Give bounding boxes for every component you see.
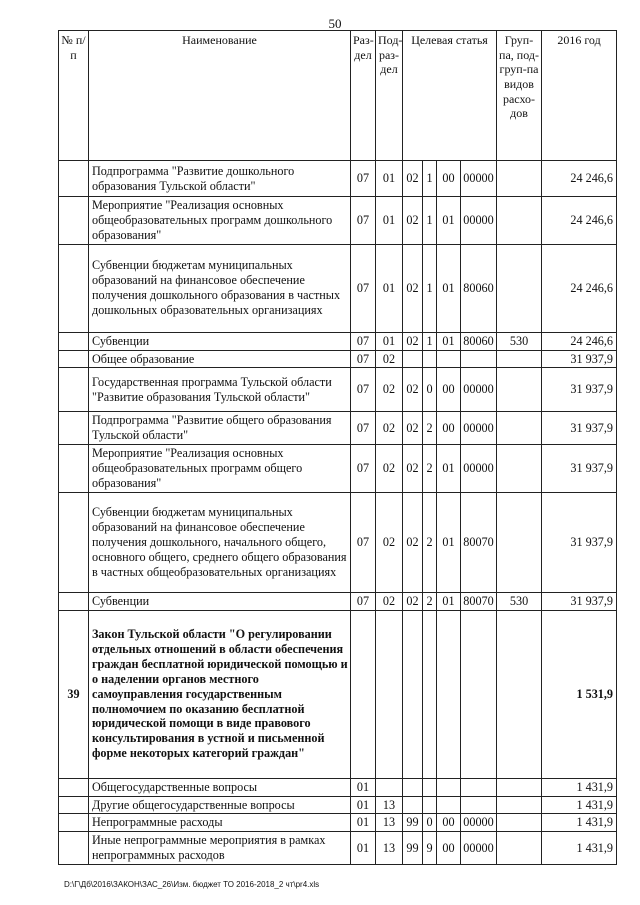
row-expense-group (497, 445, 542, 493)
row-target-event: 01 (437, 244, 461, 332)
row-target-sub: 0 (423, 814, 437, 832)
row-target-code: 00000 (461, 368, 497, 412)
row-expense-group (497, 368, 542, 412)
table-row (59, 814, 617, 832)
row-name: Общегосударственные вопросы (89, 778, 351, 796)
row-podrazdel: 01 (376, 197, 403, 245)
row-target-event (437, 350, 461, 368)
row-target-program: 02 (403, 368, 423, 412)
row-podrazdel: 02 (376, 368, 403, 412)
row-name: Мероприятие "Реализация основных общеобразовательных программ дошкольного образования" (89, 197, 351, 245)
row-target-program: 02 (403, 492, 423, 592)
row-podrazdel: 02 (376, 350, 403, 368)
row-amount: 1 431,9 (542, 814, 617, 832)
row-name: Подпрограмма "Развитие дошкольного образования Тульской области" (89, 161, 351, 197)
row-amount: 24 246,6 (542, 161, 617, 197)
page-number: 50 (328, 16, 342, 31)
row-podrazdel: 02 (376, 412, 403, 445)
row-name: Субвенции бюджетам муниципальных образований на финансовое обеспечение получения дошкольного, начального общего, основного общего, среднего общего образования в частных общеобразовательных организациях (89, 492, 351, 592)
row-podrazdel: 13 (376, 814, 403, 832)
row-target-event: 01 (437, 492, 461, 592)
row-target-event: 00 (437, 832, 461, 865)
row-name: Непрограммные расходы (89, 814, 351, 832)
row-amount: 1 531,9 (542, 610, 617, 778)
table-row (59, 332, 617, 350)
row-expense-group (497, 778, 542, 796)
row-expense-group (497, 492, 542, 592)
row-target-event: 00 (437, 814, 461, 832)
row-razdel: 07 (351, 592, 376, 610)
row-number (59, 412, 89, 445)
row-name: Иные непрограммные мероприятия в рамках непрограммных расходов (89, 832, 351, 865)
header-target: Целевая статья (403, 31, 497, 161)
row-target-program: 99 (403, 832, 423, 865)
row-amount: 31 937,9 (542, 368, 617, 412)
table-row (59, 778, 617, 796)
row-expense-group (497, 350, 542, 368)
row-target-sub: 2 (423, 592, 437, 610)
row-target-sub: 2 (423, 445, 437, 493)
row-target-sub: 1 (423, 332, 437, 350)
row-target-code: 00000 (461, 445, 497, 493)
row-razdel: 01 (351, 778, 376, 796)
row-target-code: 80060 (461, 244, 497, 332)
row-razdel: 07 (351, 412, 376, 445)
row-target-code: 00000 (461, 161, 497, 197)
row-target-program: 02 (403, 197, 423, 245)
row-name: Мероприятие "Реализация основных общеобразовательных программ общего образования" (89, 445, 351, 493)
row-number (59, 796, 89, 814)
row-target-program (403, 796, 423, 814)
row-name: Субвенции (89, 332, 351, 350)
row-razdel: 07 (351, 492, 376, 592)
row-target-code: 00000 (461, 197, 497, 245)
row-podrazdel: 13 (376, 796, 403, 814)
row-target-event: 00 (437, 368, 461, 412)
row-target-program: 02 (403, 332, 423, 350)
row-razdel: 01 (351, 814, 376, 832)
row-name: Общее образование (89, 350, 351, 368)
row-name: Закон Тульской области "О регулировании отдельных отношений в области обеспечения граждан бесплатной юридической помощью и о наделении органов местного самоуправления государственным полномочием по оказанию бесплатной юридической помощи в виде правового консультирования в устной и письменной форме некоторых категорий граждан" (89, 610, 351, 778)
header-razdel: Раз-дел (351, 31, 376, 161)
table-row (59, 368, 617, 412)
row-target-event: 01 (437, 592, 461, 610)
row-expense-group: 530 (497, 592, 542, 610)
row-target-code: 00000 (461, 412, 497, 445)
row-target-event: 00 (437, 161, 461, 197)
row-target-program: 02 (403, 445, 423, 493)
row-podrazdel (376, 610, 403, 778)
row-amount: 1 431,9 (542, 796, 617, 814)
row-razdel: 07 (351, 161, 376, 197)
row-name: Субвенции (89, 592, 351, 610)
row-target-sub (423, 778, 437, 796)
row-amount: 31 937,9 (542, 492, 617, 592)
row-expense-group (497, 244, 542, 332)
row-target-program (403, 350, 423, 368)
row-name: Подпрограмма "Развитие общего образования Тульской области" (89, 412, 351, 445)
table-row (59, 197, 617, 245)
file-path-footer: D:\Г\Дб\2016\ЗАКОН\ЗАС_26\Изм. бюджет ТО 2016-2018_2 чт\pr4.xls (64, 880, 320, 889)
row-razdel: 01 (351, 796, 376, 814)
row-target-code (461, 796, 497, 814)
row-podrazdel: 02 (376, 592, 403, 610)
row-number (59, 592, 89, 610)
row-target-sub: 1 (423, 161, 437, 197)
row-amount: 31 937,9 (542, 412, 617, 445)
row-target-sub: 2 (423, 412, 437, 445)
row-number (59, 832, 89, 865)
row-amount: 31 937,9 (542, 350, 617, 368)
table-row (59, 592, 617, 610)
row-number (59, 197, 89, 245)
row-target-program: 02 (403, 412, 423, 445)
row-target-code (461, 778, 497, 796)
row-razdel: 07 (351, 244, 376, 332)
row-razdel: 07 (351, 350, 376, 368)
row-number (59, 814, 89, 832)
row-target-code (461, 350, 497, 368)
row-target-program (403, 778, 423, 796)
table-row (59, 161, 617, 197)
header-group: Груп-па, под-груп-па видов расхо-дов (497, 31, 542, 161)
row-podrazdel: 02 (376, 445, 403, 493)
row-target-program (403, 610, 423, 778)
row-razdel: 01 (351, 832, 376, 865)
header-name: Наименование (89, 31, 351, 161)
row-razdel: 07 (351, 445, 376, 493)
table-row (59, 610, 617, 778)
table-row (59, 796, 617, 814)
row-expense-group (497, 796, 542, 814)
row-number (59, 350, 89, 368)
row-number (59, 778, 89, 796)
row-target-sub: 9 (423, 832, 437, 865)
header-num: № п/п (59, 31, 89, 161)
row-target-program: 99 (403, 814, 423, 832)
row-target-code: 80070 (461, 492, 497, 592)
row-number (59, 492, 89, 592)
row-amount: 31 937,9 (542, 445, 617, 493)
row-amount: 1 431,9 (542, 778, 617, 796)
row-number: 39 (59, 610, 89, 778)
row-podrazdel: 02 (376, 492, 403, 592)
row-amount: 1 431,9 (542, 832, 617, 865)
row-target-event: 01 (437, 445, 461, 493)
row-expense-group (497, 161, 542, 197)
row-amount: 24 246,6 (542, 332, 617, 350)
row-amount: 24 246,6 (542, 244, 617, 332)
row-expense-group (497, 832, 542, 865)
row-target-event (437, 610, 461, 778)
row-target-event: 01 (437, 197, 461, 245)
header-podrazdel: Под-раз-дел (376, 31, 403, 161)
row-target-event (437, 796, 461, 814)
row-target-event (437, 778, 461, 796)
row-name: Другие общегосударственные вопросы (89, 796, 351, 814)
row-number (59, 161, 89, 197)
row-number (59, 445, 89, 493)
row-target-sub: 1 (423, 244, 437, 332)
row-podrazdel: 01 (376, 244, 403, 332)
table-row (59, 412, 617, 445)
row-name: Субвенции бюджетам муниципальных образований на финансовое обеспечение получения дошкольного образования в частных дошкольных образовательных организациях (89, 244, 351, 332)
row-target-code: 00000 (461, 814, 497, 832)
row-razdel: 07 (351, 368, 376, 412)
table-row (59, 492, 617, 592)
row-expense-group (497, 412, 542, 445)
row-podrazdel: 13 (376, 832, 403, 865)
row-expense-group: 530 (497, 332, 542, 350)
row-expense-group (497, 814, 542, 832)
row-expense-group (497, 197, 542, 245)
row-amount: 31 937,9 (542, 592, 617, 610)
row-target-sub (423, 796, 437, 814)
row-amount: 24 246,6 (542, 197, 617, 245)
table-row (59, 832, 617, 865)
table-row (59, 445, 617, 493)
row-number (59, 368, 89, 412)
row-target-sub: 0 (423, 368, 437, 412)
row-target-sub: 1 (423, 197, 437, 245)
table-row (59, 244, 617, 332)
header-row (59, 31, 617, 161)
row-target-event: 00 (437, 412, 461, 445)
row-razdel: 07 (351, 197, 376, 245)
row-target-program: 02 (403, 244, 423, 332)
row-expense-group (497, 610, 542, 778)
row-number (59, 244, 89, 332)
row-podrazdel: 01 (376, 161, 403, 197)
row-name: Государственная программа Тульской области "Развитие образования Тульской области" (89, 368, 351, 412)
budget-table (58, 30, 617, 865)
table-row (59, 350, 617, 368)
row-razdel: 07 (351, 332, 376, 350)
row-podrazdel (376, 778, 403, 796)
row-target-sub (423, 610, 437, 778)
row-number (59, 332, 89, 350)
row-target-program: 02 (403, 592, 423, 610)
row-target-program: 02 (403, 161, 423, 197)
row-target-code (461, 610, 497, 778)
row-target-code: 00000 (461, 832, 497, 865)
row-target-sub: 2 (423, 492, 437, 592)
row-target-event: 01 (437, 332, 461, 350)
row-podrazdel: 01 (376, 332, 403, 350)
row-target-code: 80060 (461, 332, 497, 350)
row-target-code: 80070 (461, 592, 497, 610)
header-year: 2016 год (542, 31, 617, 161)
row-target-sub (423, 350, 437, 368)
row-razdel (351, 610, 376, 778)
